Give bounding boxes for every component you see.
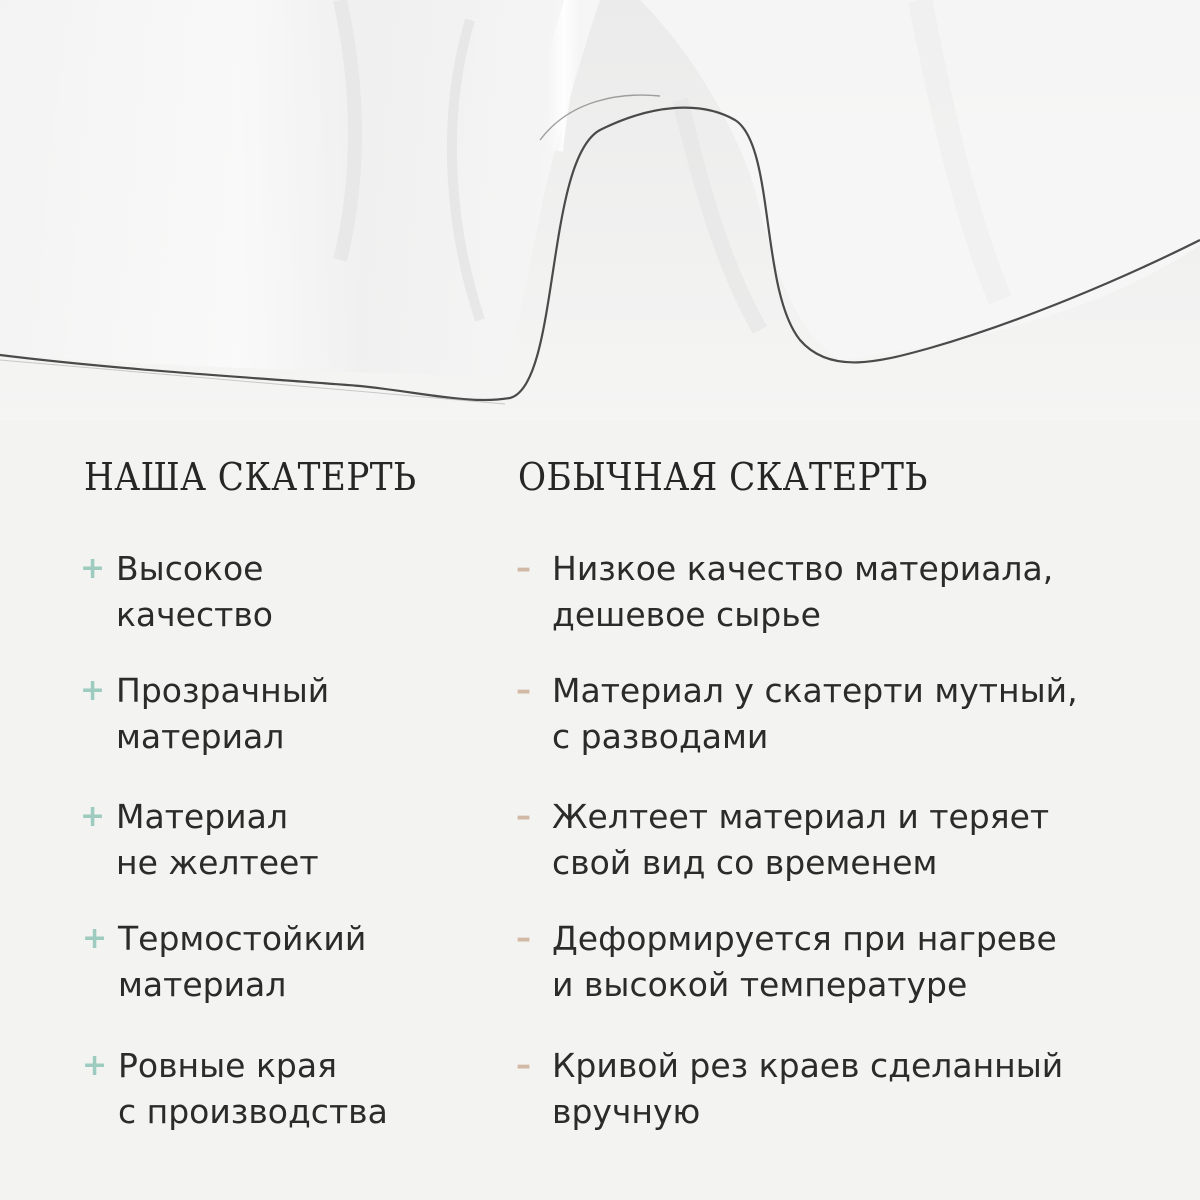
drawback-item-low-quality	[516, 546, 1053, 638]
minus-icon: –	[516, 799, 531, 834]
advantage-item-quality	[80, 546, 273, 638]
minus-icon: –	[516, 921, 531, 956]
transparent-film-illustration	[0, 0, 1200, 420]
plus-icon: +	[80, 551, 106, 586]
minus-icon: –	[516, 673, 531, 708]
drawback-text: Кривой рез краев сделанный вручную	[552, 1046, 1064, 1131]
plus-icon: +	[82, 1048, 108, 1083]
advantage-item-no-yellowing	[80, 794, 319, 886]
advantage-text: Прозрачный материал	[116, 671, 330, 756]
plus-icon: +	[82, 921, 108, 956]
drawback-item-crooked-cut	[516, 1043, 1063, 1135]
drawback-text: Низкое качество материала, дешевое сырье	[552, 549, 1054, 634]
drawback-text: Деформируется при нагреве и высокой температуре	[552, 919, 1057, 1004]
plus-icon: +	[80, 799, 106, 834]
plus-icon: +	[80, 673, 106, 708]
drawback-item-deforms	[516, 916, 1057, 1008]
drawback-text: Желтеет материал и теряет свой вид со временем	[552, 797, 1050, 882]
drawback-item-yellowing	[516, 794, 1049, 886]
advantage-text: Ровные края с производства	[118, 1046, 388, 1131]
tablecloth-photo	[0, 0, 1200, 420]
drawback-text: Материал у скатерти мутный, с разводами	[552, 671, 1078, 756]
advantage-text: Материал не желтеет	[116, 797, 319, 882]
advantage-item-even-edges	[82, 1043, 388, 1135]
regular-tablecloth-heading: ОБЫЧНАЯ СКАТЕРТЬ	[518, 455, 928, 499]
minus-icon: –	[516, 1048, 531, 1083]
advantage-item-heat-resistant	[82, 916, 366, 1008]
advantage-text: Термостойкий материал	[118, 919, 367, 1004]
our-tablecloth-heading: НАША СКАТЕРТЬ	[84, 455, 417, 499]
advantage-item-transparent	[80, 668, 329, 760]
minus-icon: –	[516, 551, 531, 586]
advantage-text: Высокое качество	[116, 549, 273, 634]
drawback-item-cloudy	[516, 668, 1078, 760]
